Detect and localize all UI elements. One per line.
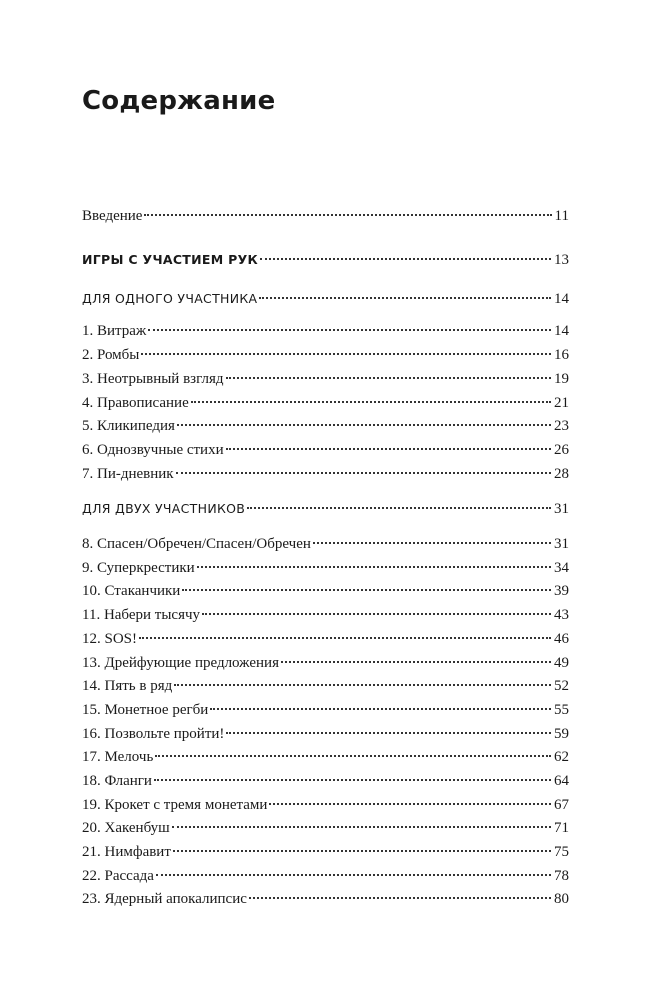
dot-leader bbox=[177, 424, 551, 426]
toc-entry-page: 46 bbox=[554, 631, 569, 647]
toc-entry bbox=[82, 675, 569, 697]
dot-leader bbox=[197, 566, 551, 568]
toc-entry-page: 64 bbox=[554, 773, 569, 789]
toc-entry-page: 67 bbox=[554, 797, 569, 813]
toc-entry bbox=[82, 368, 569, 390]
toc-entry bbox=[82, 344, 569, 366]
toc-entry-page: 62 bbox=[554, 749, 569, 765]
dot-leader bbox=[141, 353, 551, 355]
toc-entry-label: Введение bbox=[82, 208, 143, 224]
toc-entry bbox=[82, 817, 569, 839]
toc-entry-label: 6. Однозвучные стихи bbox=[82, 442, 224, 458]
page-title: Содержание bbox=[82, 86, 276, 116]
dot-leader bbox=[249, 897, 551, 899]
toc-entry-label: 17. Мелочь bbox=[82, 749, 154, 765]
toc-entry-label: 21. Нимфавит bbox=[82, 844, 171, 860]
dot-leader bbox=[226, 377, 552, 379]
toc-entry-label: ДЛЯ ОДНОГО УЧАСТНИКА bbox=[82, 291, 258, 306]
toc-entry bbox=[82, 746, 569, 768]
dot-leader bbox=[226, 448, 551, 450]
toc-entry-page: 80 bbox=[554, 891, 569, 907]
toc-entry-page: 26 bbox=[554, 442, 569, 458]
toc-entry-label: 16. Позвольте пройти! bbox=[82, 726, 225, 742]
toc-entry bbox=[82, 580, 569, 602]
toc-entry bbox=[82, 557, 569, 579]
toc-subsection-one-player bbox=[82, 288, 569, 310]
toc-entry-label: ИГРЫ С УЧАСТИЕМ РУК bbox=[82, 252, 259, 267]
toc-entry-page: 19 bbox=[554, 371, 569, 387]
toc-entry bbox=[82, 604, 569, 626]
toc-entry bbox=[82, 770, 569, 792]
toc-entry-page: 59 bbox=[554, 726, 569, 742]
toc-entry-page: 55 bbox=[554, 702, 569, 718]
toc-entry bbox=[82, 794, 569, 816]
toc-entry-label: 4. Правописание bbox=[82, 395, 189, 411]
dot-leader bbox=[269, 803, 551, 805]
dot-leader bbox=[172, 826, 551, 828]
toc-entry-page: 78 bbox=[554, 868, 569, 884]
toc-entry-page: 21 bbox=[554, 395, 569, 411]
toc-entry-label: 10. Стаканчики bbox=[82, 583, 181, 599]
dot-leader bbox=[202, 613, 551, 615]
toc-entry-introduction bbox=[82, 205, 569, 227]
toc-entry-label: 15. Монетное регби bbox=[82, 702, 209, 718]
dot-leader bbox=[247, 507, 551, 509]
toc-entry-label: 2. Ромбы bbox=[82, 347, 140, 363]
dot-leader bbox=[210, 708, 551, 710]
toc-entry-page: 14 bbox=[554, 323, 569, 339]
toc-entry-label: 22. Рассада bbox=[82, 868, 154, 884]
toc-entry-label: 3. Неотрывный взгляд bbox=[82, 371, 224, 387]
toc-entry-label: 12. SOS! bbox=[82, 631, 138, 647]
dot-leader bbox=[155, 755, 551, 757]
toc-entry-page: 31 bbox=[554, 536, 569, 552]
dot-leader bbox=[154, 779, 551, 781]
toc-entry-label: 13. Дрейфующие предложения bbox=[82, 655, 279, 671]
toc-entry bbox=[82, 699, 569, 721]
dot-leader bbox=[139, 637, 551, 639]
table-of-contents bbox=[82, 0, 569, 1000]
toc-entry-page: 28 bbox=[554, 466, 569, 482]
toc-entry bbox=[82, 439, 569, 461]
dot-leader bbox=[259, 297, 551, 299]
toc-entry-label: ДЛЯ ДВУХ УЧАСТНИКОВ bbox=[82, 501, 246, 516]
toc-entry bbox=[82, 533, 569, 555]
toc-entry-label: 1. Витраж bbox=[82, 323, 147, 339]
dot-leader bbox=[156, 874, 551, 876]
toc-entry-page: 16 bbox=[554, 347, 569, 363]
toc-entry bbox=[82, 652, 569, 674]
toc-entry-label: 5. Кликипедия bbox=[82, 418, 175, 434]
toc-entry-page: 52 bbox=[554, 678, 569, 694]
toc-entry-page: 49 bbox=[554, 655, 569, 671]
toc-entry-page: 31 bbox=[554, 501, 569, 517]
toc-entry-page: 11 bbox=[554, 208, 569, 224]
toc-subsection-two-players bbox=[82, 498, 569, 520]
toc-entry bbox=[82, 888, 569, 910]
dot-leader bbox=[144, 214, 551, 216]
toc-entry-page: 14 bbox=[554, 291, 569, 307]
toc-entry bbox=[82, 463, 569, 485]
toc-entry-label: 20. Хакенбуш bbox=[82, 820, 170, 836]
toc-entry-page: 23 bbox=[554, 418, 569, 434]
dot-leader bbox=[148, 329, 551, 331]
toc-entry-label: 18. Фланги bbox=[82, 773, 152, 789]
dot-leader bbox=[226, 732, 551, 734]
toc-entry-page: 39 bbox=[554, 583, 569, 599]
toc-entry bbox=[82, 320, 569, 342]
toc-entry-page: 43 bbox=[554, 607, 569, 623]
toc-entry-page: 71 bbox=[554, 820, 569, 836]
toc-entry bbox=[82, 723, 569, 745]
toc-section-hand-games bbox=[82, 249, 569, 271]
toc-entry-label: 19. Крокет с тремя монетами bbox=[82, 797, 268, 813]
toc-entry-label: 11. Набери тысячу bbox=[82, 607, 201, 623]
toc-entry-page: 13 bbox=[554, 252, 569, 268]
dot-leader bbox=[281, 661, 551, 663]
dot-leader bbox=[260, 258, 551, 260]
toc-entry bbox=[82, 628, 569, 650]
toc-entry bbox=[82, 392, 569, 414]
toc-entry bbox=[82, 841, 569, 863]
toc-entry-label: 14. Пять в ряд bbox=[82, 678, 173, 694]
dot-leader bbox=[182, 589, 551, 591]
toc-entry-page: 75 bbox=[554, 844, 569, 860]
toc-entry bbox=[82, 865, 569, 887]
toc-entry-label: 8. Спасен/Обречен/Спасен/Обречен bbox=[82, 536, 311, 552]
toc-entry-page: 34 bbox=[554, 560, 569, 576]
toc-entry-label: 23. Ядерный апокалипсис bbox=[82, 891, 247, 907]
toc-entry-label: 9. Суперкрестики bbox=[82, 560, 195, 576]
toc-entry-label: 7. Пи-дневник bbox=[82, 466, 174, 482]
dot-leader bbox=[191, 401, 551, 403]
dot-leader bbox=[173, 850, 551, 852]
dot-leader bbox=[176, 472, 551, 474]
toc-entry bbox=[82, 415, 569, 437]
dot-leader bbox=[313, 542, 551, 544]
dot-leader bbox=[174, 684, 551, 686]
